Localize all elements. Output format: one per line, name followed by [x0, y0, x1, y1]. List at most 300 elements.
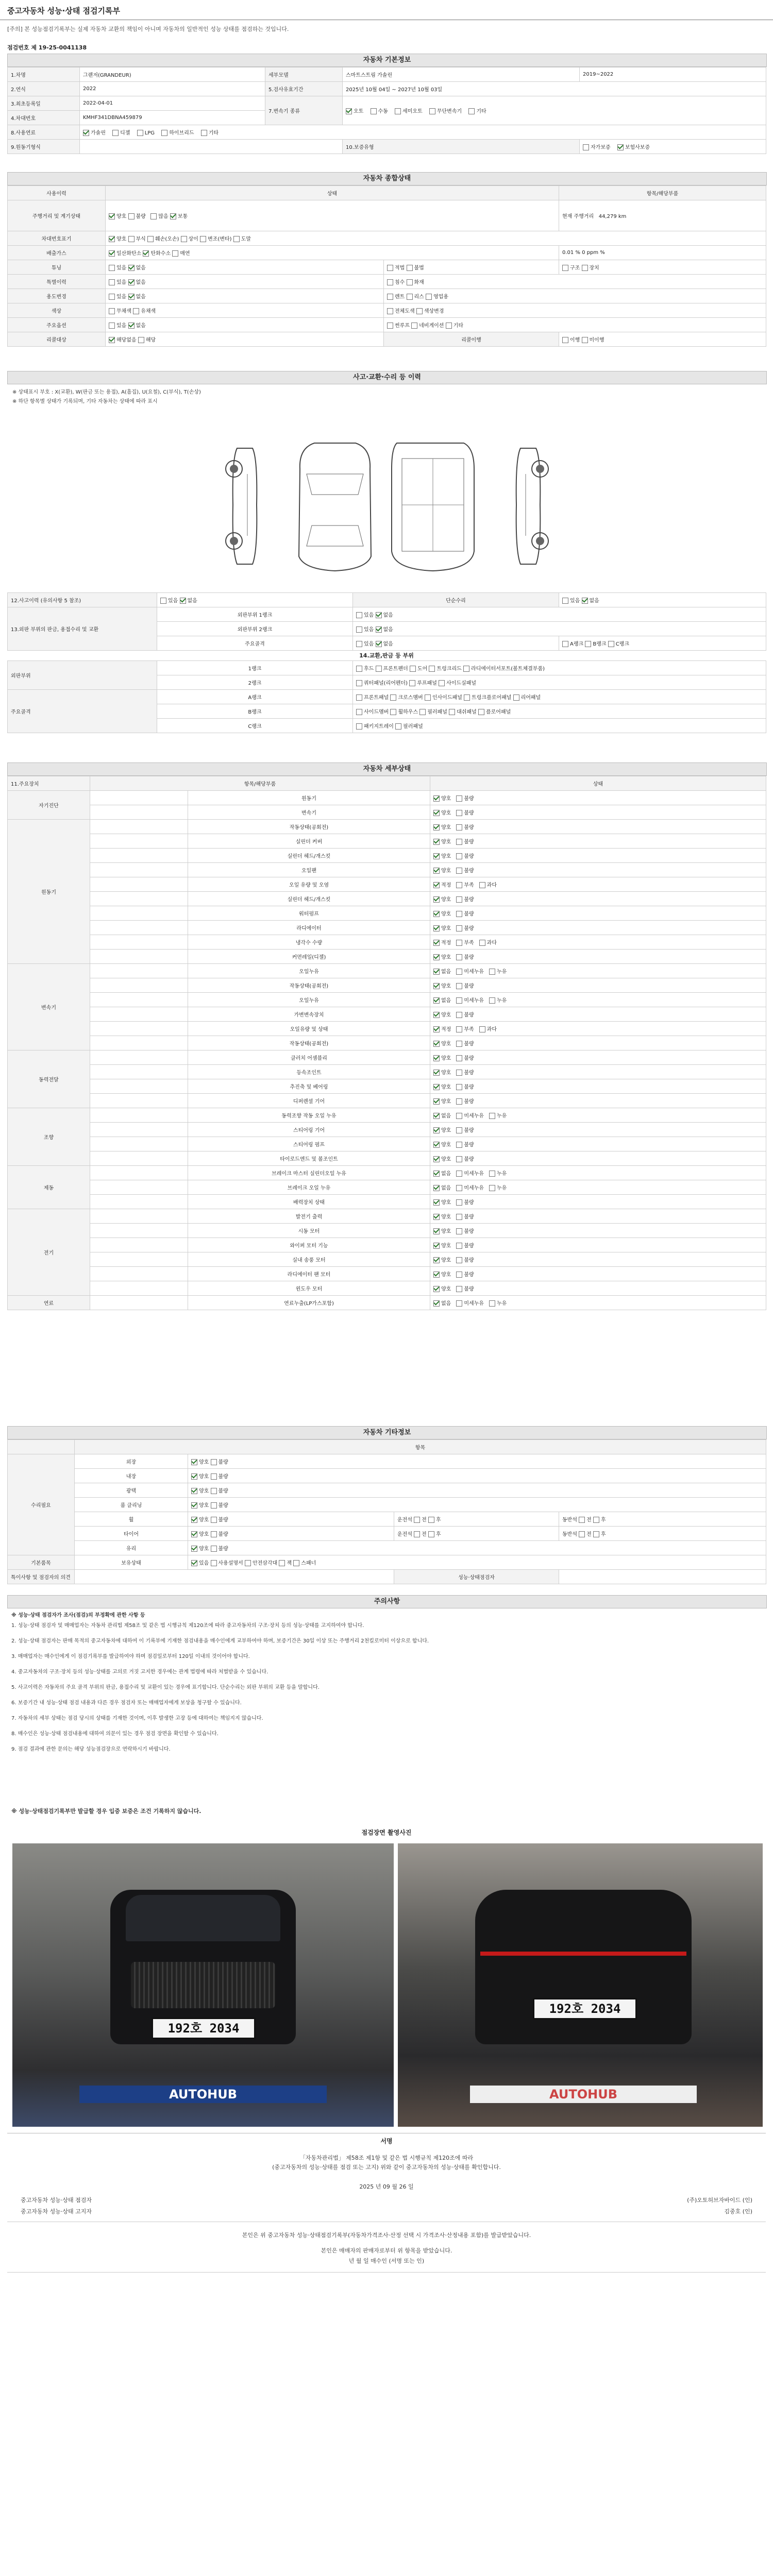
- caution-line: 2. 성능·상태 점검자는 판매 목적의 중고자동차에 대하여 이 기록부에 기재한 점검내용을 매수인에게 교부하여야 하며, 보증기간은 30일 이상 또는 주행거리 2천킬로미터 이상으로 합니다.: [11, 1638, 429, 1644]
- status-option-label: 없음: [441, 1301, 451, 1307]
- detail-item-label: 작동상태(공회전): [188, 1036, 430, 1050]
- status-checkbox[interactable]: [456, 1185, 462, 1191]
- section-repair: 사고·교환·수리 등 이력: [7, 371, 767, 384]
- label-color: 색상: [8, 303, 106, 318]
- status-option-label: 적정: [441, 883, 451, 888]
- detail-row: [8, 1281, 766, 1296]
- detail-item-label: 커먼레일(디젤): [188, 950, 430, 964]
- detail-item-label: 등속조인트: [188, 1065, 430, 1079]
- status-option-label: 양호: [441, 1229, 451, 1234]
- status-checkbox[interactable]: [456, 868, 462, 874]
- value-validity: 2025년 10월 04일 ~ 2027년 10월 03일: [343, 82, 766, 96]
- status-checkbox[interactable]: [433, 1171, 440, 1177]
- status-checkbox[interactable]: [433, 1084, 440, 1090]
- detail-table: 11.주요장치 항목/해당부품 상태 자기진단 원동기 양호 불량 변속기 양호 불량 원동기 작동상태(공회전) 양호 불량 실린더 커버 양호 불량 실린더 헤드/개스킷 양호 불량 오일팬 양호 불량 오일 유량 및 오염 적정 부족 과다 실린더 헤드/개스킷 양호 불량 워터펌프 양호 불량 라디에이터 양호 불량 냉각수 수량 적정 부족 과다 커먼레일(디젤) 양호 불량 변속기 오일누유 없음 미세누유 누유 작동상태(공회전) 양호 불량 오일누유 없음 미세누유 누유 가변변속장치 양호 불량 오일유량 및 상태 적정 부족 과다 작동상태(공회전) 양호 불량 동력전달 클러치 어셈블리 양호 불량 등속조인트 양호 불량 추진축 및 베어링 양호 불량 디퍼렌셜 기어 양호 불량 조향 동력조향 작동 오일 누유 없음 미세누유 누유 스티어링 기어 양호 불량 스티어링 펌프 양호 불량 타이로드엔드 및 볼조인트 양호 불량 제동 브레이크 마스터 실린더오일 누유 없음 미세누유 누유 브레이크 오일 누유 없음 미세누유 누유 배력장치 상태 양호 불량 전기 발전기 출력 양호 불량 시동 모터 양호 불량 와이퍼 모터 기능 양호 불량 실내 송풍 모터 양호 불량 라디에이터 팬 모터 양호 불량 윈도우 모터 양호 불량 연료 연료누출(LP가스포함) 없음 미세누유 누유: [7, 776, 766, 1310]
- label-special-opinion: 특이사항 및 점검자의 의견: [8, 1570, 75, 1584]
- car-left-side: [226, 448, 257, 564]
- status-checkbox[interactable]: [456, 1171, 462, 1177]
- detail-item-options: [430, 791, 766, 805]
- sign-line-1: 「자동차관리법」 제58조 제1항 및 같은 법 시행규칙 제120조에 따라: [299, 2155, 474, 2161]
- detail-item-label: 냉각수 수량: [188, 935, 430, 950]
- status-option-label: 부족: [464, 883, 474, 888]
- detail-item-options: [430, 1036, 766, 1050]
- status-checkbox[interactable]: [433, 1041, 440, 1047]
- status-option-label: 불량: [464, 1128, 474, 1133]
- status-checkbox[interactable]: [433, 839, 440, 845]
- col-note: 항목/해당부품: [559, 186, 766, 200]
- detail-item-options: [430, 1195, 766, 1209]
- status-checkbox[interactable]: [456, 1026, 462, 1032]
- detail-item-options: [430, 805, 766, 820]
- detail-row: [8, 820, 766, 834]
- detail-item-options: [430, 978, 766, 993]
- checkbox-etc[interactable]: [468, 108, 475, 114]
- status-checkbox[interactable]: [433, 868, 440, 874]
- detail-item-label: 추진축 및 베어링: [188, 1079, 430, 1094]
- status-option-label: 누유: [496, 1185, 507, 1191]
- status-option-label: 불량: [464, 1258, 474, 1263]
- status-option-label: 양호: [441, 984, 451, 989]
- detail-row: [8, 1108, 766, 1123]
- extra-table: 항목 수리필요 외장 양호 불량 내장 양호 불량 광택 양호 불량 룸 클리닝 양호 불량 휠 양호 불량 운전석 전 후 동반석 전 후 타이어 양호 불량 운전석 전 후 동반석 전 후 유리 양호 불량 기본품목 보유상태 있음 사용설명서 안전삼각대 잭 스패너 특이사항 및 점검자의 의견 성능·상태점검자: [7, 1439, 766, 1584]
- cautions-list: [11, 1622, 762, 1761]
- checkbox-lpg[interactable]: [137, 130, 143, 136]
- status-checkbox[interactable]: [489, 1171, 495, 1177]
- status-checkbox[interactable]: [433, 1127, 440, 1133]
- status-option-label: 불량: [464, 1070, 474, 1076]
- inspection-number: 점검번호 제 19-25-0041138: [7, 44, 87, 51]
- status-option-label: 미세누유: [464, 1185, 484, 1191]
- status-checkbox[interactable]: [456, 969, 462, 975]
- status-option-label: 양호: [441, 1286, 451, 1292]
- status-checkbox[interactable]: [489, 969, 495, 975]
- detail-item-label: 오일누유: [188, 993, 430, 1007]
- value-year: 2022: [80, 82, 265, 96]
- transmission-options: 오토 수동 세미오토 무단변속기 기타: [343, 96, 766, 125]
- status-checkbox[interactable]: [433, 954, 440, 960]
- status-option-label: 양호: [441, 1142, 451, 1148]
- detail-row: [8, 805, 766, 820]
- detail-row: [8, 935, 766, 950]
- rear-photo: [398, 1843, 763, 2127]
- detail-item-options: [430, 877, 766, 892]
- detail-item-options: [430, 1209, 766, 1224]
- status-option-label: 불량: [464, 1084, 474, 1090]
- label-transmission: 7.변속기 종류: [265, 96, 343, 125]
- status-checkbox[interactable]: [433, 882, 440, 888]
- checkbox-cvt[interactable]: [429, 108, 435, 114]
- col-usage-history: 사용이력: [8, 186, 106, 200]
- status-checkbox[interactable]: [456, 1243, 462, 1249]
- detail-item-options: [430, 1296, 766, 1310]
- status-checkbox[interactable]: [433, 1228, 440, 1234]
- status-checkbox[interactable]: [456, 983, 462, 989]
- status-checkbox[interactable]: [456, 1055, 462, 1061]
- status-option-label: 불량: [464, 868, 474, 874]
- detail-row: [8, 1094, 766, 1108]
- status-checkbox[interactable]: [479, 882, 485, 888]
- status-checkbox[interactable]: [456, 925, 462, 931]
- car-rear-body: [475, 1890, 692, 2044]
- sign-date: 2025 년 09 월 26 일: [359, 2183, 414, 2190]
- status-checkbox[interactable]: [433, 1113, 440, 1119]
- detail-row: [8, 1267, 766, 1281]
- receipt-line-1: 본인은 위 중고자동차 성능·상태점검기록부(자동차가격조사·산정 선택 시 가격조사·산정내용 포함)를 발급받았습니다.: [242, 2232, 531, 2239]
- label-fuel: 8.사용연료: [8, 125, 80, 140]
- status-option-label: 불량: [464, 854, 474, 859]
- detail-group-label: 원동기: [8, 820, 90, 964]
- status-option-label: 불량: [464, 1243, 474, 1249]
- detail-row: [8, 978, 766, 993]
- value-car-name: 그랜저(GRANDEUR): [80, 67, 265, 82]
- status-checkbox[interactable]: [456, 1142, 462, 1148]
- status-option-label: 적정: [441, 940, 451, 946]
- status-option-label: 양호: [441, 854, 451, 859]
- checkbox-manual[interactable]: [371, 108, 377, 114]
- status-option-label: 누유: [496, 1171, 507, 1177]
- checkbox-gasoline[interactable]: [83, 130, 89, 136]
- status-option-label: 미세누유: [464, 1301, 484, 1307]
- status-checkbox[interactable]: [433, 1243, 440, 1249]
- front-photo: [12, 1843, 394, 2127]
- odometer-value: 44,279 km: [598, 214, 627, 219]
- status-option-label: 양호: [441, 1056, 451, 1061]
- detail-item-options: [430, 863, 766, 877]
- status-option-label: 양호: [441, 839, 451, 845]
- detail-row: [8, 1151, 766, 1166]
- detail-item-label: 스티어링 펌프: [188, 1137, 430, 1151]
- status-checkbox[interactable]: [456, 839, 462, 845]
- status-option-label: 없음: [441, 998, 451, 1004]
- status-checkbox[interactable]: [433, 983, 440, 989]
- detail-group-label: 연료: [8, 1296, 90, 1310]
- detail-item-label: 클러치 어셈블리: [188, 1050, 430, 1065]
- status-checkbox[interactable]: [456, 1300, 462, 1307]
- label-repair-needed: 수리필요: [8, 1454, 75, 1555]
- status-option-label: 불량: [464, 1214, 474, 1220]
- status-checkbox[interactable]: [456, 1098, 462, 1105]
- windshield: [126, 1895, 280, 1941]
- status-checkbox[interactable]: [433, 969, 440, 975]
- status-checkbox[interactable]: [433, 940, 440, 946]
- status-checkbox[interactable]: [456, 824, 462, 831]
- status-option-label: 불량: [464, 1200, 474, 1206]
- detail-item-options: [430, 1166, 766, 1180]
- status-checkbox[interactable]: [456, 1113, 462, 1119]
- status-checkbox[interactable]: [456, 997, 462, 1004]
- detail-item-options: [430, 1065, 766, 1079]
- detail-row: [8, 1238, 766, 1252]
- detail-item-label: 워터펌프: [188, 906, 430, 921]
- status-option-label: 불량: [464, 911, 474, 917]
- detail-item-options: [430, 1108, 766, 1123]
- status-option-label: 양호: [441, 1200, 451, 1206]
- detail-item-options: [430, 1151, 766, 1166]
- detail-row: [8, 1296, 766, 1310]
- col-state: 상태: [106, 186, 559, 200]
- detail-row: [8, 1137, 766, 1151]
- status-checkbox[interactable]: [456, 1214, 462, 1220]
- status-option-label: 없음: [441, 1185, 451, 1191]
- status-option-label: 불량: [464, 1056, 474, 1061]
- detail-row: [8, 1123, 766, 1137]
- status-checkbox[interactable]: [433, 810, 440, 816]
- detail-item-options: [430, 1224, 766, 1238]
- status-option-label: 불량: [464, 1157, 474, 1162]
- status-option-label: 없음: [441, 1113, 451, 1119]
- detail-item-label: 와이퍼 모터 기능: [188, 1238, 430, 1252]
- detail-item-label: 라디에이터 팬 모터: [188, 1267, 430, 1281]
- status-checkbox[interactable]: [456, 1199, 462, 1206]
- status-option-label: 적정: [441, 1027, 451, 1032]
- status-checkbox[interactable]: [456, 795, 462, 802]
- status-option-label: 미세누유: [464, 969, 484, 975]
- detail-item-label: 오일 유량 및 오염: [188, 877, 430, 892]
- checkbox-fuel-etc[interactable]: [201, 130, 207, 136]
- detail-item-label: 발전기 출력: [188, 1209, 430, 1224]
- status-checkbox[interactable]: [433, 1286, 440, 1292]
- status-checkbox[interactable]: [456, 1084, 462, 1090]
- status-checkbox[interactable]: [456, 853, 462, 859]
- value-vin: KMHF341DBNA459879: [80, 111, 265, 125]
- value-model-years: 2019~2022: [580, 67, 766, 82]
- status-checkbox[interactable]: [479, 1026, 485, 1032]
- label-odometer: 주행거리 및 계기상태: [8, 200, 106, 231]
- inspector-label: 중고자동차 성능·상태 점검자: [21, 2197, 92, 2204]
- detail-item-options: [430, 993, 766, 1007]
- rear-license-plate: 192호 2034: [533, 1998, 637, 2020]
- status-checkbox[interactable]: [489, 1300, 495, 1307]
- status-checkbox[interactable]: [489, 1185, 495, 1191]
- status-option-label: 양호: [441, 1272, 451, 1278]
- status-option-label: 불량: [464, 1272, 474, 1278]
- label-first-reg: 3.최초등록일: [8, 96, 80, 111]
- status-checkbox[interactable]: [456, 940, 462, 946]
- status-option-label: 불량: [464, 926, 474, 931]
- detail-item-options: [430, 964, 766, 978]
- detail-item-label: 실린더 커버: [188, 834, 430, 849]
- detail-item-options: [430, 921, 766, 935]
- checkbox-auto[interactable]: [346, 108, 352, 114]
- checkbox-diesel[interactable]: [112, 130, 119, 136]
- status-checkbox[interactable]: [456, 896, 462, 903]
- value-first-reg: 2022-04-01: [80, 96, 265, 111]
- detail-item-label: 원동기: [188, 791, 430, 805]
- detail-row: [8, 921, 766, 935]
- status-checkbox[interactable]: [433, 911, 440, 917]
- photos-title: 점검장면 촬영사진: [361, 1829, 412, 1836]
- status-checkbox[interactable]: [433, 1142, 440, 1148]
- detail-row: [8, 906, 766, 921]
- status-option-label: 양호: [441, 1012, 451, 1018]
- status-checkbox[interactable]: [456, 1070, 462, 1076]
- status-option-label: 없음: [441, 969, 451, 975]
- checkbox-self-warranty[interactable]: [583, 144, 589, 150]
- detail-item-label: 타이로드엔드 및 볼조인트: [188, 1151, 430, 1166]
- checkbox-semi[interactable]: [395, 108, 401, 114]
- detail-item-options: [430, 1123, 766, 1137]
- detail-item-label: 변속기: [188, 805, 430, 820]
- odometer-options: 양호 불량 많음 보통: [106, 200, 559, 231]
- status-checkbox[interactable]: [456, 1272, 462, 1278]
- taillight-bar: [480, 1952, 686, 1956]
- caution-line: 8. 매수인은 성능·상태 점검내용에 대하여 의문이 있는 경우 점검 장면을 확인할 수 있습니다.: [11, 1731, 219, 1737]
- detail-item-options: [430, 1079, 766, 1094]
- status-checkbox[interactable]: [456, 954, 462, 960]
- label-options: 주요옵션: [8, 318, 106, 332]
- status-option-label: 양호: [441, 1084, 451, 1090]
- status-checkbox[interactable]: [489, 997, 495, 1004]
- detail-item-label: 스티어링 기어: [188, 1123, 430, 1137]
- checkbox-insurance-warranty[interactable]: [617, 144, 624, 150]
- notifier-signature: 김중호 (인): [724, 2208, 752, 2215]
- status-checkbox[interactable]: [456, 1041, 462, 1047]
- section-extra: 자동차 기타정보: [7, 1426, 767, 1439]
- notifier-label: 중고자동차 성능·상태 고지자: [21, 2208, 92, 2215]
- status-checkbox[interactable]: [479, 940, 485, 946]
- grille: [131, 1962, 275, 2008]
- status-option-label: 양호: [441, 1070, 451, 1076]
- status-checkbox[interactable]: [433, 1199, 440, 1206]
- status-checkbox[interactable]: [433, 853, 440, 859]
- status-checkbox[interactable]: [456, 810, 462, 816]
- status-option-label: 미세누유: [464, 998, 484, 1004]
- status-checkbox[interactable]: [433, 1185, 440, 1191]
- rear-banner: AUTOHUB: [470, 2086, 697, 2103]
- detail-item-options: [430, 1007, 766, 1022]
- basic-info-table: [7, 67, 766, 154]
- front-banner: AUTOHUB: [79, 2086, 327, 2103]
- caution-line: 5. 사고이력은 자동차의 주요 골격 부위의 판금, 용접수리 및 교환이 있는 경우에 표기합니다. 단순수리는 외판 부위의 교환 등을 말합니다.: [11, 1685, 320, 1690]
- detail-item-options: [430, 1094, 766, 1108]
- status-option-label: 불량: [464, 796, 474, 802]
- status-option-label: 누유: [496, 969, 507, 975]
- detail-item-options: [430, 1238, 766, 1252]
- caution-line: 3. 매매업자는 매수인에게 이 점검기록부를 발급하여야 하며 점검일로부터 120일 이내의 것이어야 합니다.: [11, 1654, 250, 1659]
- status-option-label: 누유: [496, 1113, 507, 1119]
- status-option-label: 양호: [441, 1258, 451, 1263]
- warranty-options: 자가보증 보험사보증: [580, 140, 766, 154]
- status-option-label: 불량: [464, 955, 474, 960]
- detail-row: [8, 1252, 766, 1267]
- status-checkbox[interactable]: [433, 1070, 440, 1076]
- label-recall: 리콜대상: [8, 332, 106, 347]
- status-checkbox[interactable]: [433, 997, 440, 1004]
- status-option-label: 불량: [464, 825, 474, 831]
- status-option-label: 불량: [464, 839, 474, 845]
- status-checkbox[interactable]: [433, 1098, 440, 1105]
- cautions-footer: ※ 성능·상태점검기록부만 발급할 경우 입증 보증은 조건 기록하지 않습니다.: [11, 1808, 201, 1815]
- status-option-label: 불량: [464, 1012, 474, 1018]
- status-checkbox[interactable]: [456, 1156, 462, 1162]
- status-option-label: 불량: [464, 897, 474, 903]
- status-checkbox[interactable]: [433, 925, 440, 931]
- status-checkbox[interactable]: [433, 1300, 440, 1307]
- overall-table: 사용이력 상태 항목/해당부품 주행거리 및 계기상태 양호 불량 많음 보통 현재 주행거리 44,279 km 차대번호표기 양호 부식 훼손(오손) 상이 변조(변타) 도말 배출가스 일산화탄소 탄화수소 매연 0.01 % 0 ppm % 튜닝 있음 없음 적법 불법 구조 장치 특별이력 있음 없음 침수 화재 용도변경 있음 없음 렌트 리스 영업용 색상 무채색 유채색 전체도색 색상변경 주요옵션 있음 없음 썬루프 네비게이션 기타 리콜대상 해당없음 해당 리콜이행 이행 미이행: [7, 185, 766, 347]
- car-rear-top: [392, 443, 474, 571]
- status-option-label: 양호: [441, 1128, 451, 1133]
- detail-item-options: [430, 1252, 766, 1267]
- status-option-label: 미세누유: [464, 1113, 484, 1119]
- detail-item-label: 디퍼렌셜 기어: [188, 1094, 430, 1108]
- detail-row: [8, 892, 766, 906]
- label-special-history: 특별이력: [8, 275, 106, 289]
- detail-row: [8, 1224, 766, 1238]
- status-option-label: 부족: [464, 1027, 474, 1032]
- status-checkbox[interactable]: [456, 1228, 462, 1234]
- status-checkbox[interactable]: [456, 1257, 462, 1263]
- detail-item-options: [430, 1137, 766, 1151]
- detail-row: [8, 1050, 766, 1065]
- caution-line: 6. 보증기간 내 성능·상태 점검 내용과 다른 경우 점검자 또는 매매업자에게 보상을 청구할 수 있습니다.: [11, 1700, 242, 1706]
- detail-row: [8, 877, 766, 892]
- detail-item-options: [430, 1022, 766, 1036]
- status-checkbox[interactable]: [456, 911, 462, 917]
- detail-item-label: 가변변속장치: [188, 1007, 430, 1022]
- label-emission: 배출가스: [8, 246, 106, 260]
- label-vin-mark: 차대번호표기: [8, 231, 106, 246]
- caution-line: 1. 성능·상태 점검자 및 매매업자는 자동차 관리법 제58조 및 같은 법 시행규칙 제120조에 따라 중고자동차의 구조·장치 등의 성능·상태를 고지하여야 합니다.: [11, 1623, 364, 1629]
- label-use-change: 용도변경: [8, 289, 106, 303]
- cautions-title: ※ 성능·상태 점검자가 조사(점검)의 부정확에 관한 사항 등: [11, 1613, 145, 1618]
- detail-item-label: 작동상태(공회전): [188, 978, 430, 993]
- detail-item-options: [430, 1267, 766, 1281]
- detail-item-options: [430, 950, 766, 964]
- detail-row: [8, 1195, 766, 1209]
- detail-group-label: 제동: [8, 1166, 90, 1209]
- status-checkbox[interactable]: [433, 1012, 440, 1018]
- checkbox-hybrid[interactable]: [161, 130, 167, 136]
- status-option-label: 양호: [441, 868, 451, 874]
- label-accident: 12.사고이력 (유의사항 5 참조): [8, 593, 157, 607]
- status-checkbox[interactable]: [433, 1257, 440, 1263]
- status-checkbox[interactable]: [433, 896, 440, 903]
- status-checkbox[interactable]: [433, 1214, 440, 1220]
- status-checkbox[interactable]: [489, 1113, 495, 1119]
- detail-row: [8, 1007, 766, 1022]
- car-diagram: [216, 438, 557, 577]
- status-option-label: 불량: [464, 984, 474, 989]
- status-checkbox[interactable]: [456, 1012, 462, 1018]
- status-option-label: 과다: [486, 883, 497, 888]
- detail-row: [8, 1079, 766, 1094]
- label-year: 2.연식: [8, 82, 80, 96]
- status-checkbox[interactable]: [433, 1272, 440, 1278]
- detail-group-label: 자기진단: [8, 791, 90, 820]
- caution-line: 9. 점검 결과에 관한 문의는 해당 성능점검장으로 연락하시기 바랍니다.: [11, 1747, 171, 1752]
- status-checkbox[interactable]: [433, 1055, 440, 1061]
- status-checkbox[interactable]: [433, 1156, 440, 1162]
- status-checkbox[interactable]: [456, 1127, 462, 1133]
- status-option-label: 양호: [441, 825, 451, 831]
- detail-group-label: 전기: [8, 1209, 90, 1296]
- status-checkbox[interactable]: [456, 882, 462, 888]
- detail-row: [8, 1022, 766, 1036]
- status-option-label: 없음: [441, 1171, 451, 1177]
- status-checkbox[interactable]: [456, 1286, 462, 1292]
- status-checkbox[interactable]: [433, 824, 440, 831]
- status-option-label: 양호: [441, 1041, 451, 1047]
- detail-item-options: [430, 820, 766, 834]
- status-option-label: 과다: [486, 1027, 497, 1032]
- detail-row: [8, 1036, 766, 1050]
- status-checkbox[interactable]: [433, 1026, 440, 1032]
- sign-line-2: (중고자동차의 성능·상태를 점검 또는 고지) 위와 같이 중고자동차의 성능·상태를 확인합니다.: [272, 2164, 501, 2171]
- section-cautions: 주의사항: [7, 1595, 767, 1608]
- status-checkbox[interactable]: [433, 795, 440, 802]
- value-engine: [80, 140, 343, 154]
- detail-item-label: 오일누유: [188, 964, 430, 978]
